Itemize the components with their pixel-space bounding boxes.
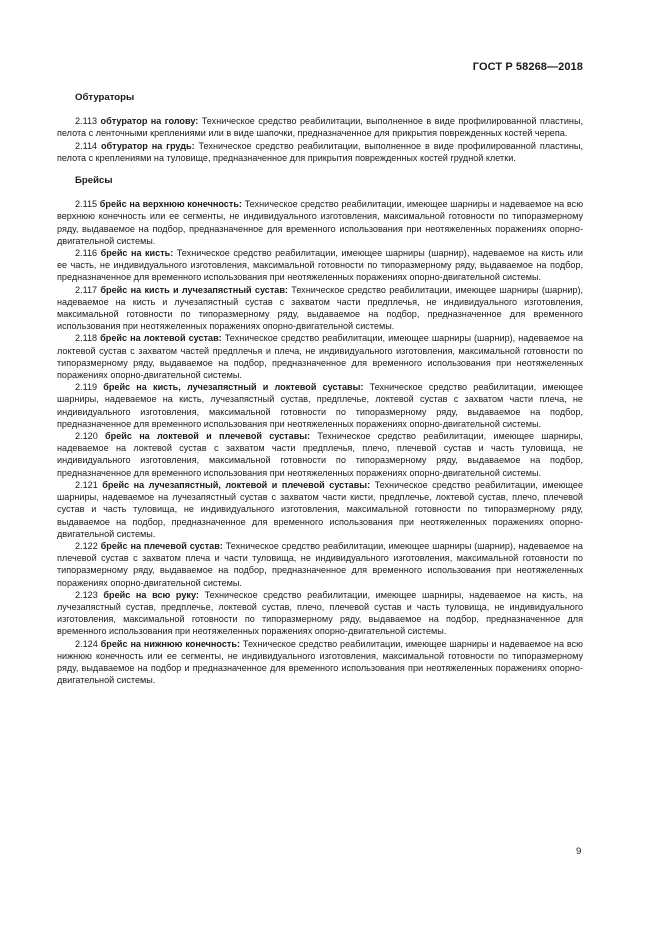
item-number: 2.116	[75, 248, 98, 259]
item-term: брейс на кисть и лучезапястный сустав:	[100, 284, 288, 295]
item-term: брейс на лучезапястный, локтевой и плечевой суставы:	[102, 479, 371, 490]
item-term: брейс на локтевой сустав:	[100, 333, 222, 344]
item-term: брейс на верхнюю конечность:	[99, 199, 242, 210]
item-number: 2.117	[75, 284, 98, 295]
item-text: Техническое средство реабилитации, выполненное в виде профилированной пластины, пелота с креплениями на туловище, предназначенное для прикрытия поврежденных костей грудной клетки.	[57, 140, 583, 163]
definition-item	[57, 247, 583, 284]
definition-item	[57, 140, 583, 164]
item-term: брейс на кисть:	[100, 248, 174, 259]
item-number: 2.119	[75, 382, 98, 393]
item-text: Техническое средство реабилитации, имеющее шарниры, надеваемое на локтевой сустав с захватом части предплечья, плечо, плечевой сустав и часть туловища, не индивидуального изготовления, максимальной готовности по типоразмерному ряду, выдаваемое на подбор, предназначенное для временного использования при неотяжеленных поражениях опорно-двигательной системы.	[57, 431, 583, 478]
item-term: брейс на локтевой и плечевой суставы:	[105, 431, 311, 442]
definition-item	[57, 430, 583, 479]
section-title-obturators: Обтураторы	[75, 92, 135, 103]
definition-item	[57, 540, 583, 589]
item-number: 2.118	[75, 333, 98, 344]
item-term: брейс на нижнюю конечность:	[100, 638, 240, 649]
definition-item	[57, 589, 583, 638]
item-number: 2.114	[75, 140, 98, 151]
item-number: 2.121	[75, 479, 98, 490]
item-text: Техническое средство реабилитации, имеющее шарниры (шарнир), надеваемое на плечевой сустав с захватом плеча и части туловища, не индивидуального изготовления, максимальной готовности по типоразмерному ряду, выдаваемое на подбор, предназначенное для временного использования при неотяжеленных поражениях опорно-двигательной системы.	[57, 540, 583, 588]
item-text: Техническое средство реабилитации, выполненное в виде профилированной пластины, пелота с ленточными креплениями или в виде шапочки, предназначенное для прикрытия поврежденных костей черепа.	[57, 116, 584, 139]
definition-item	[57, 381, 583, 430]
item-term: обтуратор на грудь:	[100, 140, 195, 151]
item-text: Техническое средство реабилитации, имеющее шарниры, надеваемое на кисть, лучезапястный сустав, предплечье, локтевой сустав с захватом части плеча, не индивидуального изготовления, максимальной готовности по типоразмерному ряду, выдаваемое на подбор, предназначенное для временного использования при неотяжеленных поражениях опорно-двигательной системы.	[57, 382, 583, 429]
item-text: Техническое средство реабилитации, имеющее шарниры (шарнир), надеваемое на кисть и лучезапястный сустав с захватом части предплечья, не индивидуального изготовления, максимальной готовности по типоразмерному ряду, выдаваемое на подбор, предназначенное для временного использования при неотяжеленных поражениях опорно-двигательной системы.	[57, 284, 584, 332]
item-number: 2.115	[75, 199, 98, 210]
item-number: 2.113	[75, 116, 98, 127]
item-number: 2.124	[75, 638, 98, 649]
item-term: обтуратор на голову:	[100, 116, 199, 127]
item-term: брейс на плечевой сустав:	[100, 540, 223, 551]
definition-item	[57, 479, 583, 540]
definition-item	[57, 284, 583, 333]
item-number: 2.122	[75, 540, 98, 551]
page-number: 9	[576, 846, 582, 857]
item-text: Техническое средство реабилитации, имеющее шарниры (шарнир), надеваемое на локтевой сустав с захватом частей предплечья и плеча, не индивидуального изготовления, максимальной готовности по типоразмерному ряду, выдаваемое на подбор, предназначенное для временного использования при неотяжеленных поражениях опорно-двигательной системы.	[57, 333, 584, 381]
item-number: 2.120	[75, 431, 98, 442]
item-text: Техническое средство реабилитации, имеющее шарниры, надеваемое на лучезапястный сустав с захватом части кисти, предплечье, локтевой сустав, плечо, плечевой сустав и часть туловища, не индивидуального изготовления, максимальной готовности по типоразмерному ряду, выдаваемое на подбор, предназначенное для временного использования при неотяжеленных поражениях опорно-двигательной системы.	[57, 479, 584, 539]
definition-item	[57, 332, 583, 381]
definition-item	[57, 115, 583, 139]
item-number: 2.123	[75, 589, 98, 600]
item-text: Техническое средство реабилитации, имеющее шарниры (шарнир), надеваемое на кисть или ее часть, не индивидуального изготовления, максимальной готовности по типоразмерному ряду, выдаваемое на подбор, предназначенное для временного использования при неотяжеленных поражениях опорно-двигательной системы.	[57, 248, 584, 283]
item-text: Техническое средство реабилитации, имеющее шарниры и надеваемое на всю нижнюю конечность или ее сегменты, не индивидуального изготовления, максимальной готовности по типоразмерному ряду, выдаваемое на подбор и предназначенное для временного использования при неотяжеленных поражениях опорно-двигательной системы.	[57, 638, 584, 686]
document-header: ГОСТ Р 58268—2018	[472, 61, 583, 73]
definition-item	[57, 198, 583, 247]
definition-item	[57, 638, 583, 687]
item-term: брейс на кисть, лучезапястный и локтевой суставы:	[103, 382, 364, 393]
document-body	[57, 92, 583, 686]
item-text: Техническое средство реабилитации, имеющее шарниры, надеваемое на кисть, на лучезапястный сустав, предплечье, локтевой сустав, плечо, плечевой сустав и часть туловища, не индивидуального изготовления, максимальной готовности по типоразмерному ряду, выдаваемое на подбор, предназначенное для временного использования при неотяжеленных поражениях опорно-двигательной системы.	[57, 589, 583, 637]
section-title-braces: Брейсы	[75, 175, 113, 187]
item-text: Техническое средство реабилитации, имеющее шарниры и надеваемое на всю верхнюю конечность или ее сегменты, не индивидуального изготовления, максимальной готовности по типоразмерному ряду, выдаваемое на подбор, предназначенное для временного использования при неотяжеленных поражениях опорно-двигательной системы.	[57, 199, 584, 246]
item-term: брейс на всю руку:	[103, 589, 199, 600]
